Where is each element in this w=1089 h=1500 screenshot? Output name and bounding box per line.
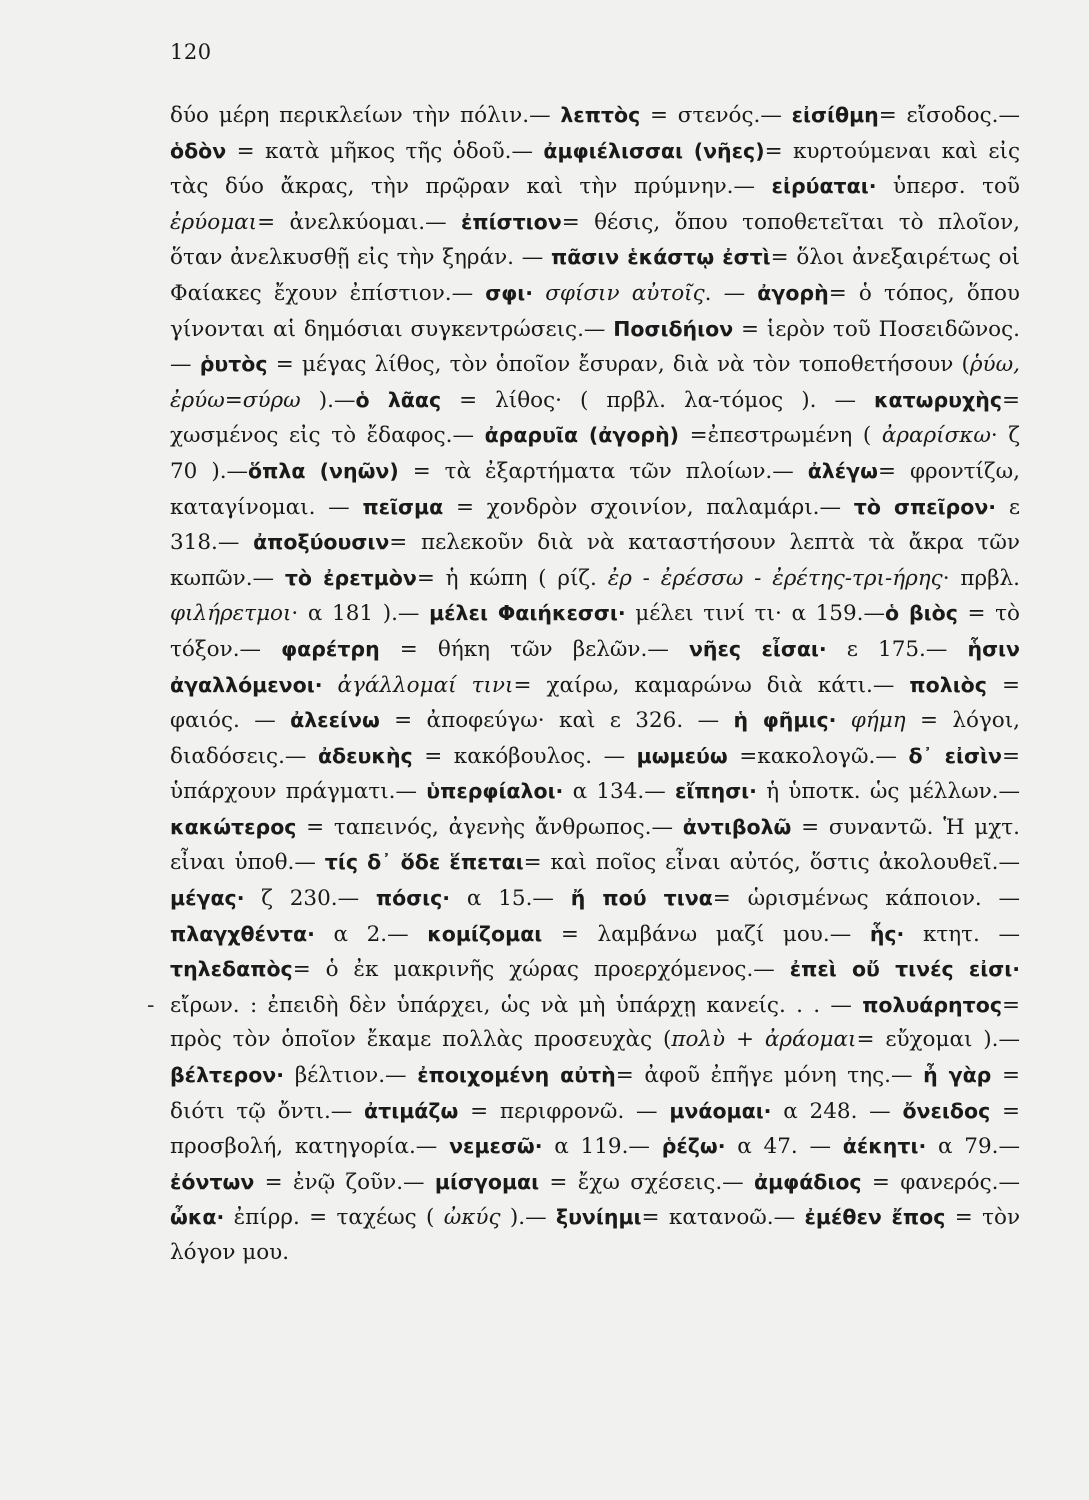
- headword: ξυνίημι: [555, 1205, 642, 1230]
- headword: ὁ βιὸς: [884, 601, 958, 626]
- headword: ὁδὸν: [170, 138, 227, 163]
- gloss-text: = ὡρισμένως κάποιον. —: [712, 886, 1021, 912]
- headword: μνάομαι·: [669, 1098, 772, 1123]
- italic-gloss: φιλήρετμοι: [170, 601, 292, 627]
- gloss-text: ).—: [500, 1205, 556, 1231]
- headword: κατωρυχὴς: [873, 387, 1002, 412]
- gloss-text: = κακόβουλος. —: [412, 743, 637, 769]
- gloss-text: . —: [704, 280, 758, 306]
- gloss-text: = θέσις, ὅπου τοποθετεῖται τὸ πλοῖον, ὅταν ἀνελκυσθῇ εἰς τὴν ξηράν. —: [170, 209, 1020, 271]
- headword: ἐπίστιον: [461, 209, 562, 234]
- gloss-text: = φροντίζω, καταγίνομαι. —: [170, 458, 1020, 520]
- headword: φαρέτρη: [281, 636, 380, 661]
- headword: ἀλέγω: [807, 458, 878, 483]
- glossary-paragraph: [170, 98, 1020, 1271]
- italic-gloss: ὠκύς: [443, 1205, 501, 1231]
- gloss-text: · ζ 70 ).—: [170, 423, 1020, 484]
- gloss-text: = προσβολή, κατηγορία.—: [170, 1098, 1021, 1160]
- headword: ἀμφιέλισσαι (νῆες): [543, 138, 765, 163]
- gloss-text: = πελεκοῦν διὰ νὰ καταστήσουν λεπτὰ τὰ ἄκρα τῶν κωπῶν.—: [170, 530, 1020, 591]
- headword: πᾶσιν ἑκάστῳ ἐστὶ: [550, 245, 771, 270]
- glossary-text: [170, 98, 1020, 1271]
- margin-mark: -: [147, 993, 155, 1018]
- italic-gloss: σφίσιν αὐτοῖς: [545, 280, 705, 306]
- headword: ἀραρυῖα (ἀγορὴ): [484, 423, 680, 448]
- gloss-text: = φαιός. —: [170, 672, 1020, 734]
- gloss-text: ).—: [300, 387, 356, 413]
- headword: ἦ γὰρ: [923, 1063, 992, 1088]
- headword: ὁ λᾶας: [355, 387, 442, 412]
- headword: κακώτερος: [170, 814, 297, 839]
- gloss-text: μέλει τινί τι· α 159.—: [625, 601, 885, 627]
- italic-gloss: ἀραρίσκω: [881, 423, 991, 449]
- gloss-text: εἴρων. : ἐπειδὴ δὲν ὑπάρχει, ὡς νὰ μὴ ὑπάρχῃ κανείς. . . —: [170, 992, 863, 1018]
- gloss-text: = ὅλοι ἀνεξαιρέτως οἱ Φαίακες ἔχουν ἐπίστιον.—: [170, 245, 1020, 306]
- headword: ἧσιν ἀγαλλόμενοι·: [170, 636, 1020, 697]
- gloss-text: =κακολογῶ.—: [727, 743, 909, 769]
- headword: τὸ σπεῖρον·: [853, 494, 997, 519]
- gloss-text: ζ 230.—: [244, 886, 376, 912]
- gloss-text: = ὁ τόπος, ὅπου γίνονται αἱ δημόσιαι συγκεντρώσεις.—: [170, 280, 1020, 342]
- headword: ἀέκητι·: [842, 1134, 927, 1159]
- gloss-text: = περιφρονῶ. —: [458, 1098, 670, 1124]
- headword: ἧς·: [869, 921, 905, 946]
- headword: εἰρύαται·: [771, 174, 877, 199]
- gloss-text: = λαμβάνω μαζί μου.—: [542, 921, 870, 947]
- gloss-text: α 134.—: [563, 779, 675, 805]
- headword: ὑπερφίαλοι·: [426, 779, 564, 804]
- headword: τηλεδαπὸς: [170, 957, 293, 982]
- headword: πλαγχθέντα·: [170, 921, 315, 946]
- gloss-text: α 248. —: [771, 1098, 903, 1124]
- gloss-text: = πρὸς τὸν ὁποῖον ἔκαμε πολλὰς προσευχὰς (: [170, 992, 1020, 1053]
- italic-gloss: πολὺ: [671, 1027, 726, 1053]
- gloss-text: · πρβλ.: [942, 565, 1021, 591]
- gloss-text: κτητ. —: [904, 921, 1020, 947]
- gloss-text: = ἔχω σχέσεις.—: [539, 1169, 754, 1195]
- gloss-text: α 15.—: [450, 886, 571, 912]
- gloss-text: α 79.—: [926, 1134, 1020, 1160]
- gloss-text: = τὰ ἐξαρτήματα τῶν πλοίων.—: [398, 458, 808, 484]
- italic-gloss: ἐρ - ἐρέσσω - ἐρέτης-τρι-ήρης: [607, 565, 943, 591]
- headword: ἐπεὶ οὔ τινές εἰσι·: [789, 957, 1021, 982]
- gloss-text: = κατὰ μῆκος τῆς ὁδοῦ.—: [226, 138, 544, 164]
- headword: εἴπησι·: [675, 779, 757, 804]
- headword: ἀτιμάζω: [364, 1098, 459, 1123]
- gloss-text: α 2.—: [314, 921, 428, 947]
- gloss-text: = ἐνῷ ζοῦν.—: [254, 1169, 435, 1195]
- gloss-text: = ἡ κώπη ( ρίζ.: [416, 565, 608, 591]
- headword: μωμεύω: [636, 743, 728, 768]
- headword: κομίζομαι: [427, 921, 543, 946]
- headword: ῥέζω·: [661, 1134, 726, 1159]
- headword: ἀγορὴ: [757, 280, 829, 305]
- headword: τίς δ᾽ ὅδε ἕπεται: [324, 850, 524, 875]
- gloss-text: α 119.—: [542, 1134, 662, 1160]
- gloss-text: =ἐπεστρωμένη (: [679, 423, 882, 449]
- gloss-text: = εὔχομαι ).—: [856, 1027, 1020, 1053]
- italic-gloss: ῥύω, ἐρύω=σύρω: [170, 352, 1020, 413]
- headword: μέλει Φαιήκεσσι·: [429, 601, 626, 626]
- gloss-text: ἐπίρρ. = ταχέως (: [224, 1205, 444, 1231]
- gloss-text: = ταπεινός, ἀγενὴς ἄνθρωπος.—: [296, 814, 683, 840]
- gloss-text: = ἀποφεύγω· καὶ ε 326. —: [379, 708, 734, 734]
- gloss-text: = ἱερὸν τοῦ Ποσειδῶνος. —: [170, 316, 1020, 378]
- gloss-text: ἡ ὑποτκ. ὡς μέλλων.—: [756, 779, 1021, 805]
- gloss-text: = στενός.—: [640, 103, 792, 128]
- gloss-text: βέλτιον.—: [284, 1063, 418, 1089]
- gloss-text: +: [725, 1027, 765, 1053]
- headword: ἡ φῆμις·: [733, 708, 837, 733]
- gloss-text: [322, 673, 337, 698]
- gloss-text: = κυρτούμεναι καὶ εἰς τὰς δύο ἄκρας, τὴν πρῷραν καὶ τὴν πρύμνην.—: [170, 138, 1020, 200]
- headword: πολιὸς: [909, 672, 987, 697]
- italic-gloss: ἐρύομαι: [170, 209, 258, 235]
- gloss-text: = κατανοῶ.—: [641, 1205, 805, 1231]
- gloss-text: ὑπερσ. τοῦ: [876, 174, 1020, 200]
- page-number: 120: [170, 40, 212, 64]
- headword: ῥυτὸς: [199, 352, 268, 377]
- gloss-text: = θήκη τῶν βελῶν.—: [379, 636, 689, 662]
- gloss-text: = ἀνελκύομαι.—: [257, 209, 461, 235]
- headword: μέγας·: [170, 886, 245, 911]
- headword: πολυάρητος: [862, 992, 1002, 1017]
- headword: ὄνειδος: [902, 1098, 991, 1123]
- headword: ἀμφάδιος: [753, 1169, 862, 1194]
- headword: δ᾽ εἰσὶν: [908, 743, 1002, 768]
- headword: σφι·: [485, 280, 534, 305]
- italic-gloss: φήμη: [850, 708, 906, 734]
- gloss-text: · α 181 ).—: [291, 601, 430, 627]
- headword: πόσις·: [375, 886, 451, 911]
- headword: ὦκα·: [170, 1205, 225, 1230]
- gloss-text: = λίθος· ( πρβλ. λα-τόμος ). —: [441, 387, 874, 413]
- gloss-text: = διότι τῷ ὄντι.—: [170, 1063, 1020, 1124]
- headword: μίσγομαι: [434, 1169, 540, 1194]
- headword: βέλτερον·: [170, 1063, 285, 1088]
- gloss-text: δύο μέρη περικλείων τὴν πόλιν.—: [170, 103, 561, 128]
- gloss-text: = φανερός.—: [861, 1169, 1020, 1195]
- headword: ἀλεείνω: [290, 708, 380, 733]
- gloss-text: = λόγοι, διαδόσεις.—: [170, 708, 1021, 769]
- gloss-text: = χαίρω, καμαρώνω διὰ κάτι.—: [513, 672, 910, 698]
- gloss-text: = ἀφοῦ ἐπῆγε μόνη της.—: [615, 1063, 924, 1089]
- headword: ἀποξύουσιν: [253, 530, 390, 555]
- gloss-text: = μέγας λίθος, τὸν ὁποῖον ἔσυραν, διὰ νὰ τὸν τοποθετήσουν (: [267, 352, 970, 378]
- headword: νεμεσῶ·: [449, 1134, 543, 1159]
- headword: ὅπλα (νηῶν): [248, 458, 399, 483]
- gloss-text: ε 175.—: [826, 636, 968, 662]
- gloss-text: = ὑπάρχουν πράγματι.—: [170, 743, 1020, 805]
- headword: ἤ πού τινα: [570, 886, 713, 911]
- headword: νῆες εἶσαι·: [688, 636, 827, 661]
- headword: ἀδευκὴς: [317, 743, 413, 768]
- headword: ἐποιχομένη αὐτὴ: [417, 1063, 616, 1088]
- gloss-text: = τὸ τόξον.—: [170, 601, 1021, 662]
- headword: εἰσίθμη: [791, 103, 879, 127]
- headword: ἐμέθεν ἔπος: [804, 1205, 946, 1230]
- gloss-text: = εἴσοδος.—: [878, 103, 1020, 128]
- headword: ἐόντων: [170, 1169, 255, 1194]
- gloss-text: = χωσμένος εἰς τὸ ἔδαφος.—: [170, 387, 1021, 449]
- headword: πεῖσμα: [362, 494, 444, 519]
- gloss-text: = τὸν λόγον μου.: [170, 1205, 1021, 1265]
- gloss-text: ε 318.—: [170, 494, 1020, 556]
- gloss-text: [533, 281, 545, 306]
- gloss-text: = καὶ ποῖος εἶναι αὐτός, ὅστις ἀκολουθεῖ.—: [523, 850, 1020, 876]
- headword: Ποσιδήιον: [613, 316, 734, 341]
- italic-gloss: ἀγάλλομαί τινι: [337, 672, 514, 698]
- headword: ἀντιβολῶ: [682, 814, 792, 839]
- headword: λεπτὸς: [560, 103, 641, 127]
- gloss-text: = ὁ ἐκ μακρινῆς χώρας προερχόμενος.—: [292, 957, 790, 983]
- italic-gloss: ἀράομαι: [764, 1027, 857, 1053]
- gloss-text: α 47. —: [725, 1134, 843, 1160]
- gloss-text: = συναντῶ. Ἡ μχτ. εἶναι ὑποθ.—: [170, 814, 1020, 876]
- headword: τὸ ἐρετμὸν: [284, 565, 417, 590]
- gloss-text: = χονδρὸν σχοινίον, παλαμάρι.—: [443, 494, 854, 520]
- gloss-text: [836, 708, 850, 733]
